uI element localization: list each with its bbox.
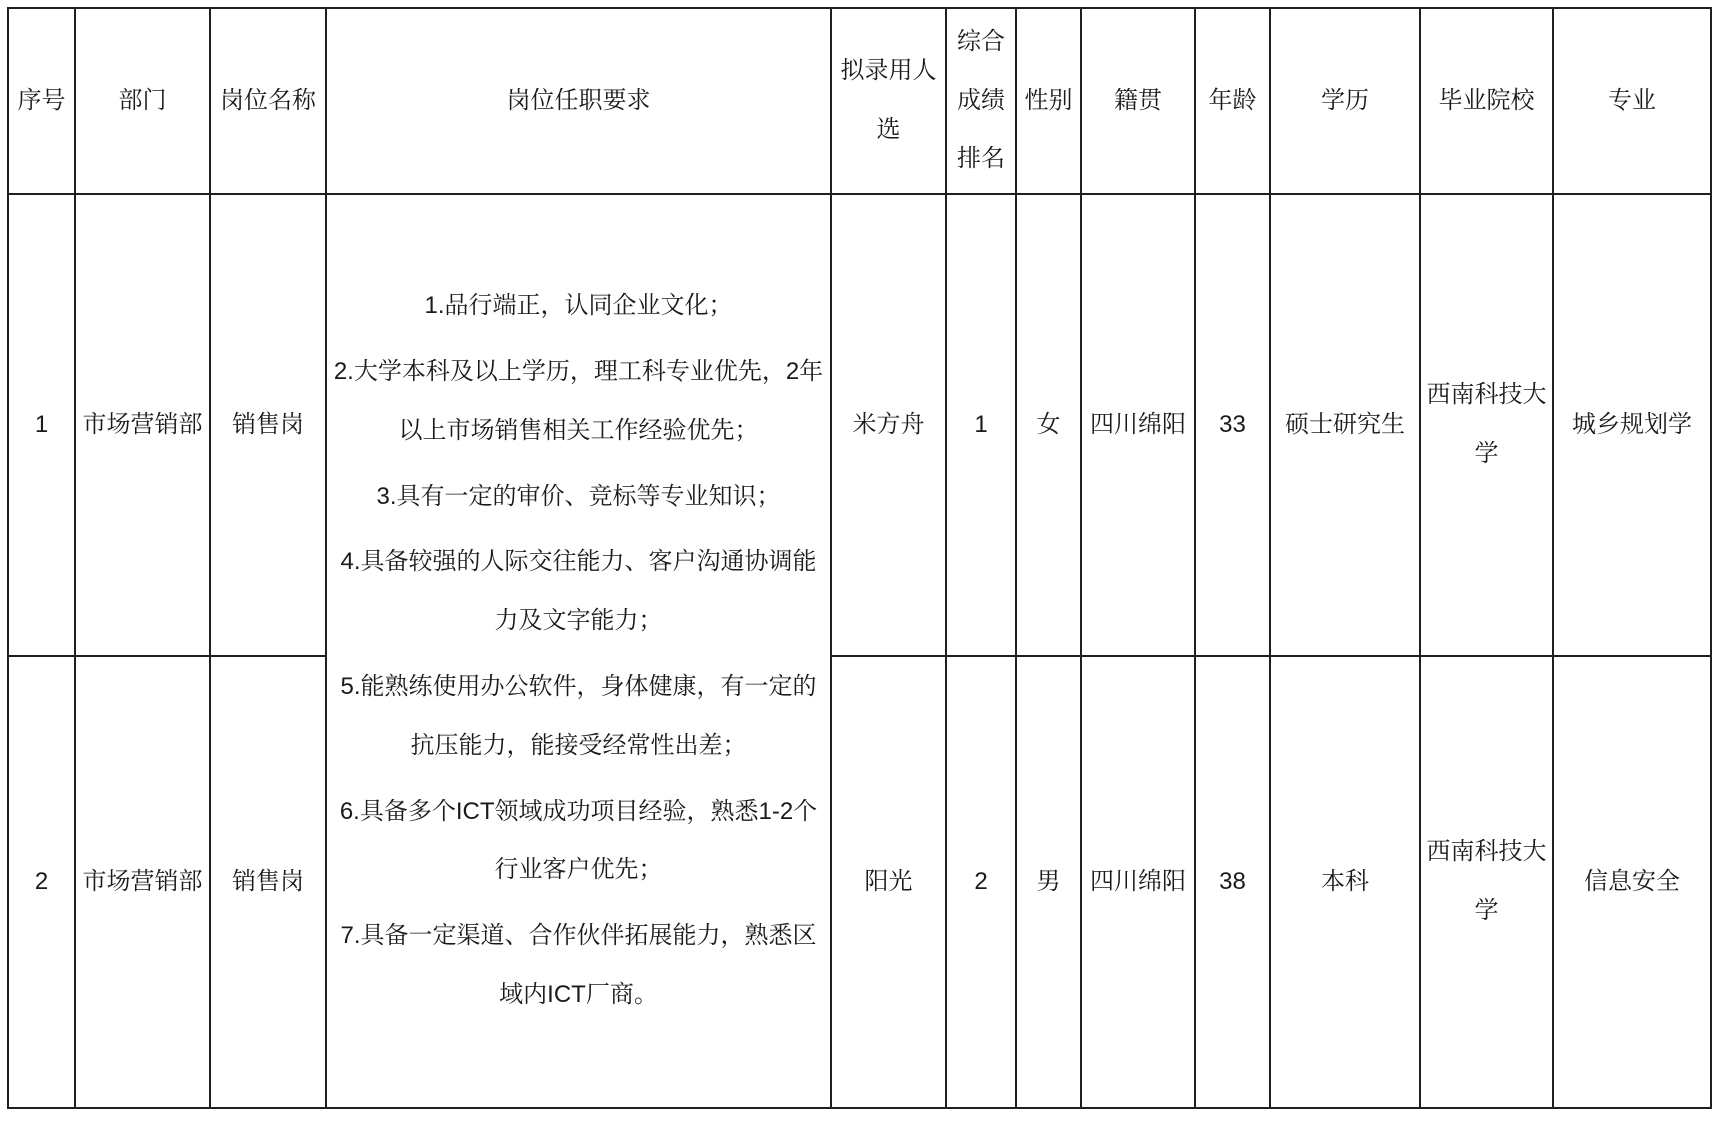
header-rank: 综合成绩排名 <box>946 8 1016 194</box>
cell-r2-seq: 2 <box>8 656 75 1108</box>
cell-r2-hometown: 四川绵阳 <box>1081 656 1195 1108</box>
cell-r1-age: 33 <box>1195 194 1270 656</box>
cell-r2-department: 市场营销部 <box>75 656 210 1108</box>
table-row-2 <box>8 656 1711 1108</box>
cell-r1-education: 硕士研究生 <box>1270 194 1420 656</box>
header-row <box>8 8 1711 194</box>
requirement-item-1: 1.品行端正，认同企业文化； <box>424 292 733 320</box>
header-school: 毕业院校 <box>1420 8 1553 194</box>
requirement-item-6: 6.具备多个ICT领域成功项目经验，熟悉1-2个行业客户优先； <box>339 797 818 884</box>
cell-r2-major: 信息安全 <box>1553 656 1711 1108</box>
cell-r1-gender: 女 <box>1016 194 1081 656</box>
cell-r2-rank: 2 <box>946 656 1016 1108</box>
cell-r1-rank: 1 <box>946 194 1016 656</box>
header-hometown: 籍贯 <box>1081 8 1195 194</box>
header-candidate: 拟录用人选 <box>831 8 946 194</box>
header-age: 年龄 <box>1195 8 1270 194</box>
cell-r1-candidate: 米方舟 <box>831 194 946 656</box>
cell-r1-major: 城乡规划学 <box>1553 194 1711 656</box>
header-gender: 性别 <box>1016 8 1081 194</box>
header-seq: 序号 <box>8 8 75 194</box>
cell-r2-position: 销售岗 <box>210 656 326 1108</box>
header-requirements: 岗位任职要求 <box>326 8 831 194</box>
header-department: 部门 <box>75 8 210 194</box>
cell-r2-gender: 男 <box>1016 656 1081 1108</box>
cell-r2-school: 西南科技大学 <box>1420 656 1553 1108</box>
cell-r2-age: 38 <box>1195 656 1270 1108</box>
cell-r2-candidate: 阳光 <box>831 656 946 1108</box>
header-major: 专业 <box>1553 8 1711 194</box>
requirement-item-4: 4.具备较强的人际交往能力、客户沟通协调能力及文字能力； <box>340 548 817 635</box>
cell-r1-seq: 1 <box>8 194 75 656</box>
requirement-item-2: 2.大学本科及以上学历，理工科专业优先，2年以上市场销售相关工作经验优先； <box>333 358 824 444</box>
cell-r1-school: 西南科技大学 <box>1420 194 1553 656</box>
recruitment-result-table <box>7 7 1712 1109</box>
cell-requirements <box>326 194 831 1108</box>
cell-r1-department: 市场营销部 <box>75 194 210 656</box>
cell-r1-position: 销售岗 <box>210 194 326 656</box>
requirement-item-5: 5.能熟练使用办公软件，身体健康，有一定的抗压能力，能接受经常性出差； <box>340 673 817 759</box>
cell-r1-hometown: 四川绵阳 <box>1081 194 1195 656</box>
header-position: 岗位名称 <box>210 8 326 194</box>
cell-r2-education: 本科 <box>1270 656 1420 1108</box>
requirement-item-3: 3.具有一定的审价、竞标等专业知识； <box>376 482 781 510</box>
header-education: 学历 <box>1270 8 1420 194</box>
table-row-1 <box>8 194 1711 656</box>
requirement-item-7: 7.具备一定渠道、合作伙伴拓展能力，熟悉区域内ICT厂商。 <box>340 922 817 1008</box>
